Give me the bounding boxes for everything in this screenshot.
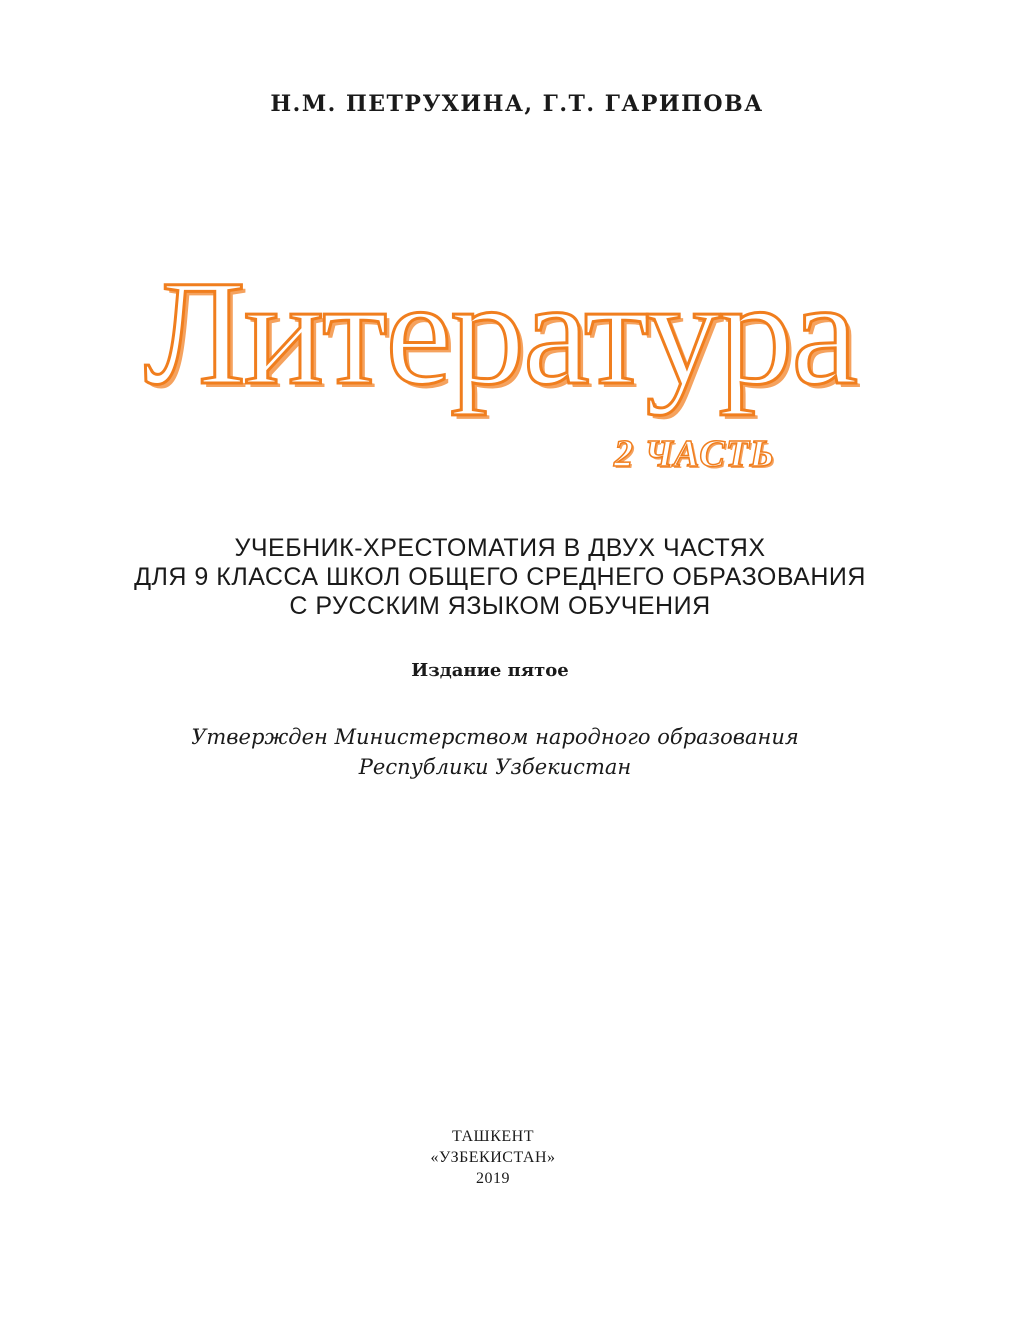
approval-note xyxy=(0,722,990,782)
publisher-city: ТАШКЕНТ xyxy=(452,1128,534,1145)
subtitle xyxy=(0,534,1000,621)
approval-line: Утвержден Министерством народного образования xyxy=(191,725,799,749)
subtitle-line: ДЛЯ 9 КЛАССА ШКОЛ ОБЩЕГО СРЕДНЕГО ОБРАЗОВАНИЯ xyxy=(134,563,866,591)
authors: Н.М. ПЕТРУХИНА, Г.Т. ГАРИПОВА xyxy=(270,91,764,117)
part-label: 2 ЧАСТЬ xyxy=(614,433,775,475)
subtitle-line: УЧЕБНИК-ХРЕСТОМАТИЯ В ДВУХ ЧАСТЯХ xyxy=(234,534,766,562)
publisher-block xyxy=(0,1126,986,1189)
publisher-name: «УЗБЕКИСТАН» xyxy=(430,1149,556,1166)
book-title: Литература xyxy=(144,250,856,416)
edition: Издание пятое xyxy=(411,660,569,681)
approval-line: Республики Узбекистан xyxy=(358,755,632,779)
subtitle-line: С РУССКИМ ЯЗЫКОМ ОБУЧЕНИЯ xyxy=(289,592,711,620)
publication-year: 2019 xyxy=(476,1170,510,1187)
